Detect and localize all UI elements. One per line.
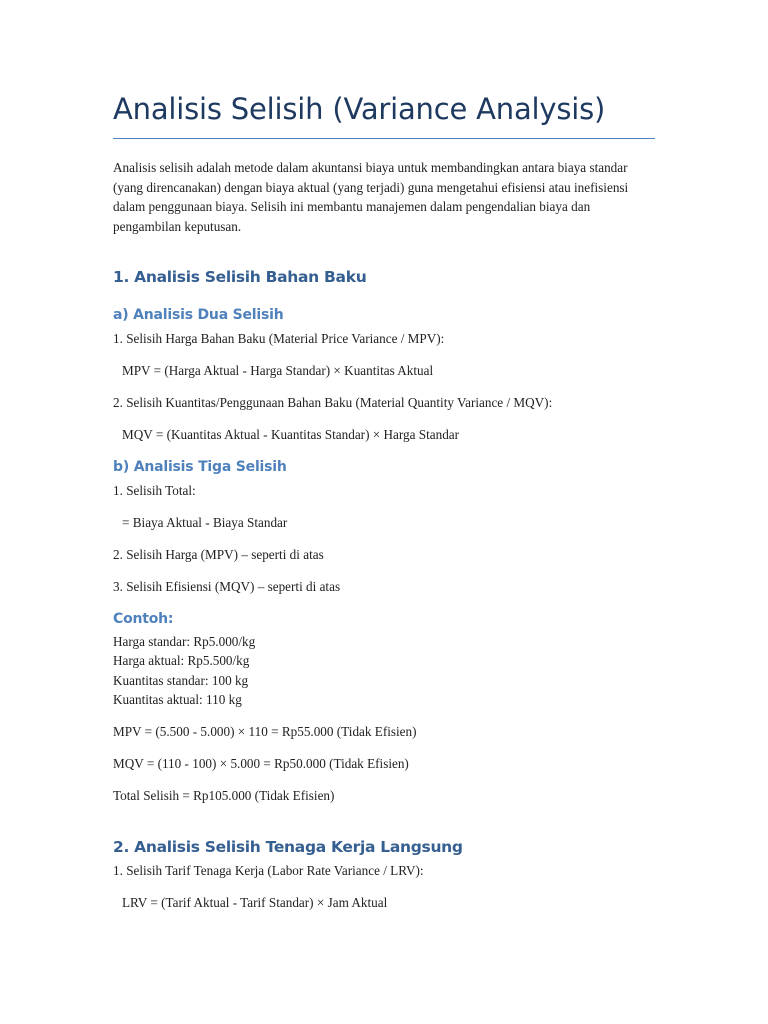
example-mqv-result: MQV = (110 - 100) × 5.000 = Rp50.000 (Tidak Efisien) (113, 756, 409, 771)
mpv-formula: MPV = (Harga Aktual - Harga Standar) × Kuantitas Aktual (122, 363, 434, 378)
example-givens (113, 632, 255, 710)
section-1-heading: 1. Analisis Selisih Bahan Baku (113, 268, 367, 286)
subsection-b-heading: b) Analisis Tiga Selisih (113, 459, 287, 475)
section-2-heading: 2. Analisis Selisih Tenaga Kerja Langsung (113, 838, 463, 856)
example-line: Harga standar: Rp5.000/kg (113, 634, 256, 649)
total-variance-item: 1. Selisih Total: (113, 483, 196, 498)
intro-paragraph: Analisis selisih adalah metode dalam akuntansi biaya untuk membandingkan antara biaya standar (yang direncanakan) dengan biaya aktual (yang terjadi) guna mengetahui efisiensi atau inefisiensi dalam penggunaan biaya. Selisih ini membantu manajemen dalam pengendalian biaya dan pengambilan keputusan. (113, 160, 629, 234)
mpv-item: 1. Selisih Harga Bahan Baku (Material Price Variance / MPV): (113, 331, 445, 346)
document-title: Analisis Selisih (Variance Analysis) (113, 92, 606, 126)
title-underline (113, 138, 655, 139)
mqv-item: 2. Selisih Kuantitas/Penggunaan Bahan Baku (Material Quantity Variance / MQV): (113, 395, 553, 410)
example-heading: Contoh: (113, 611, 174, 627)
mqv-formula: MQV = (Kuantitas Aktual - Kuantitas Standar) × Harga Standar (122, 427, 460, 442)
example-line: Harga aktual: Rp5.500/kg (113, 653, 250, 669)
example-mpv-result: MPV = (5.500 - 5.000) × 110 = Rp55.000 (Tidak Efisien) (113, 724, 417, 739)
efficiency-variance-item: 3. Selisih Efisiensi (MQV) – seperti di atas (113, 579, 341, 594)
lrv-formula: LRV = (Tarif Aktual - Tarif Standar) × Jam Aktual (122, 895, 388, 910)
subsection-a-heading: a) Analisis Dua Selisih (113, 307, 284, 323)
lrv-item: 1. Selisih Tarif Tenaga Kerja (Labor Rate Variance / LRV): (113, 863, 424, 878)
example-line: Kuantitas aktual: 110 kg (113, 692, 242, 708)
example-total-result: Total Selisih = Rp105.000 (Tidak Efisien) (113, 788, 335, 803)
total-variance-formula: = Biaya Aktual - Biaya Standar (122, 515, 288, 530)
price-variance-item: 2. Selisih Harga (MPV) – seperti di atas (113, 547, 324, 562)
example-line: Kuantitas standar: 100 kg (113, 672, 249, 688)
